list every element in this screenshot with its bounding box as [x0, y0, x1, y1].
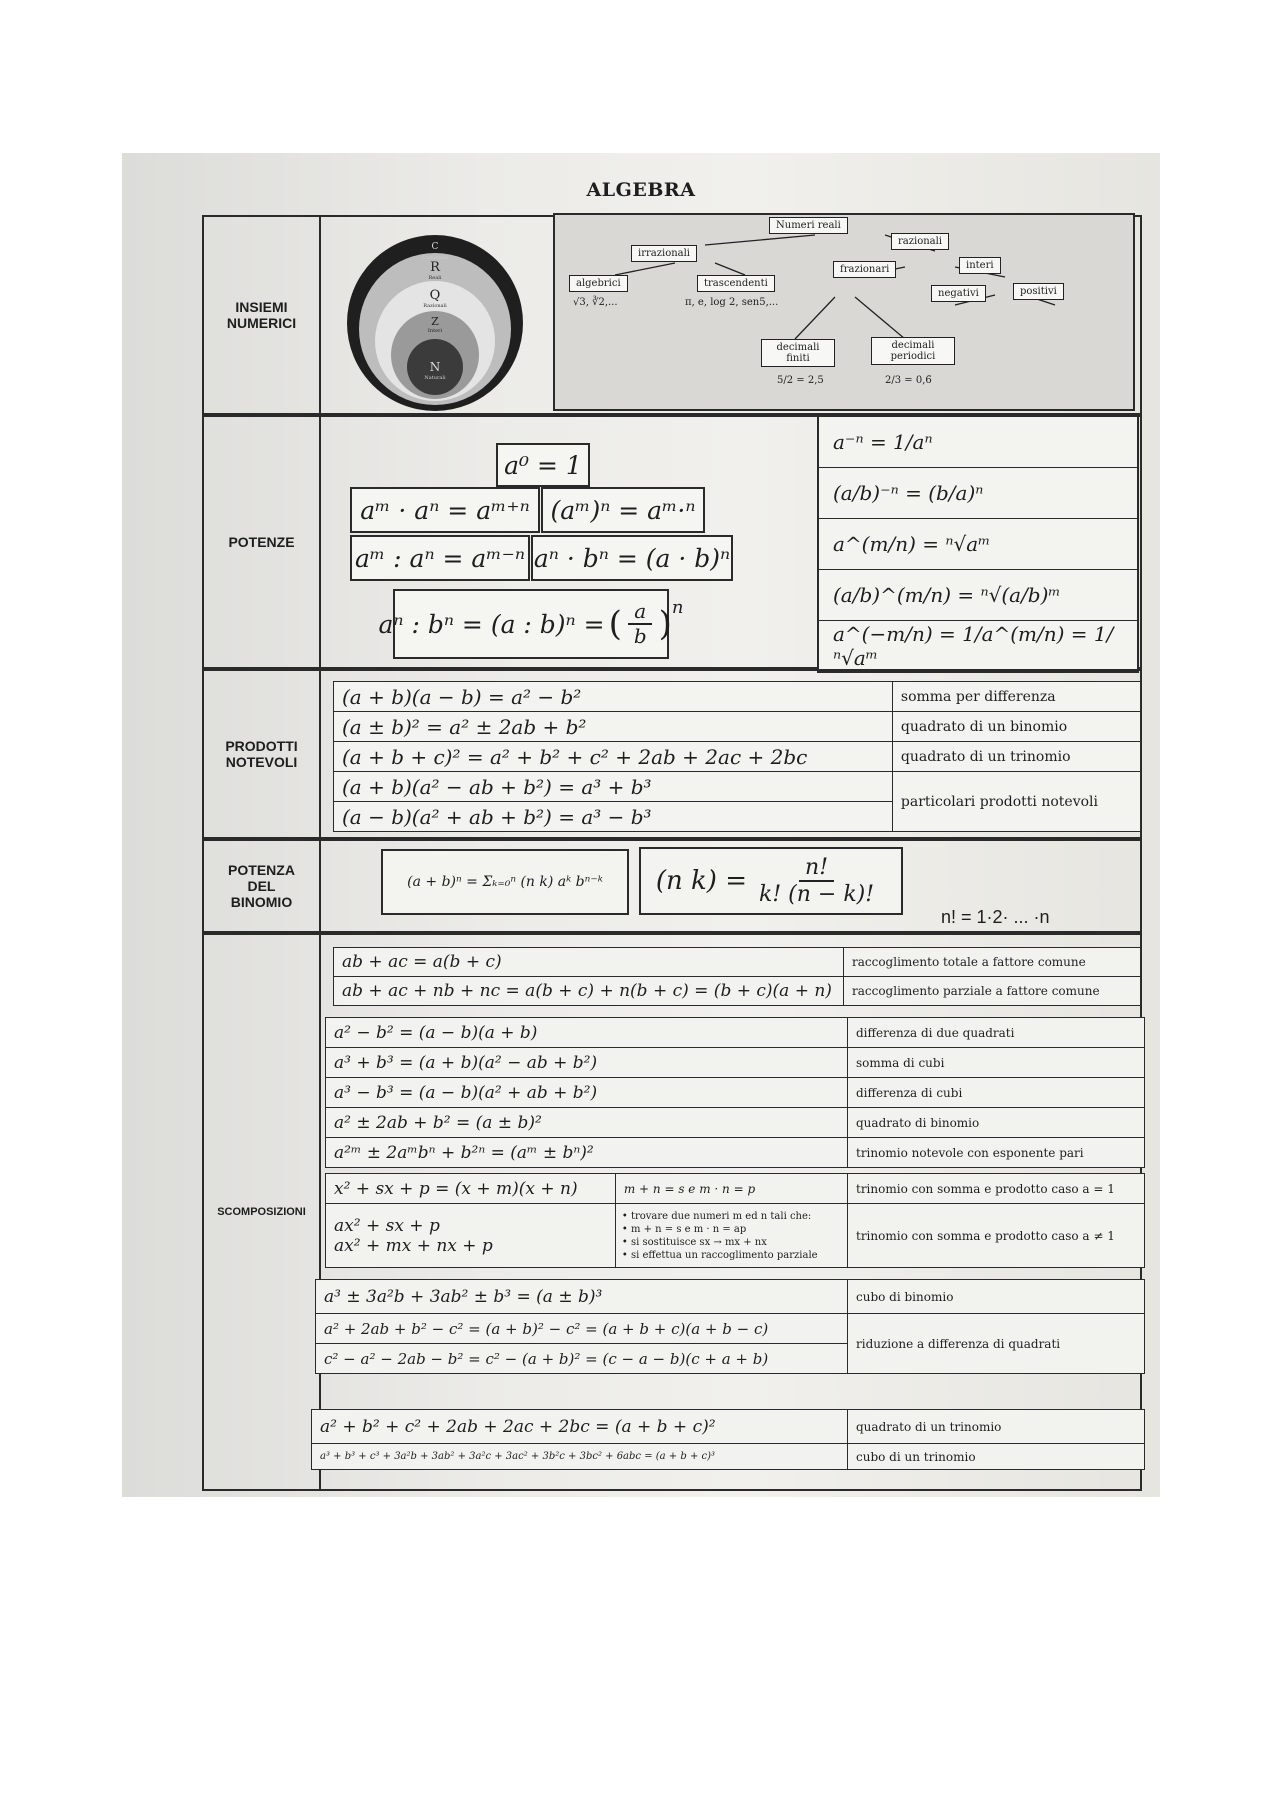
- formula-quotient-num: a: [628, 600, 652, 625]
- node-positivi: positivi: [1013, 283, 1064, 300]
- set-z-sub: Interi: [427, 328, 443, 334]
- scomposizioni-group-raccoglimento: [333, 947, 1141, 1006]
- set-r-label: R: [430, 260, 440, 275]
- scomposizione-formula: a³ ± 3a²b + 3ab² ± b³ = (a ± b)³: [316, 1280, 848, 1314]
- node-razionali: razionali: [891, 233, 949, 250]
- table-row: [326, 1108, 1145, 1138]
- table-row: [326, 1018, 1145, 1048]
- trinomio-formula: x² + sx + p = (x + m)(x + n): [326, 1174, 616, 1204]
- number-tree: [553, 213, 1135, 411]
- decimali-finiti-example: 5/2 = 2,5: [777, 375, 824, 386]
- rule-fraction-fractional-exponent: (a/b)^(m/n) = ⁿ√(a/b)ᵐ: [819, 570, 1137, 621]
- trinomio-step: • m + n = s e m · n = ap: [621, 1223, 747, 1235]
- trinomio-step: • si sostituisce sx → mx + nx: [621, 1236, 767, 1248]
- node-negativi: negativi: [931, 285, 986, 302]
- binomial-coefficient-num: n!: [799, 855, 834, 882]
- node-decimali-finiti: decimali finiti: [761, 339, 835, 367]
- table-row: [316, 1280, 1145, 1314]
- scomposizione-desc: raccoglimento totale a fattore comune: [844, 948, 1141, 977]
- scomposizione-formula: a² − b² = (a − b)(a + b): [326, 1018, 848, 1048]
- binomial-coefficient-den: k! (n − k)!: [759, 882, 875, 907]
- trinomio-general-line2: ax² + mx + nx + p: [334, 1235, 493, 1256]
- scomposizione-formula: a³ + b³ = (a + b)(a² − ab + b²): [326, 1048, 848, 1078]
- scomposizione-desc: differenza di cubi: [848, 1078, 1145, 1108]
- scomposizione-desc: trinomio notevole con esponente pari: [848, 1138, 1145, 1168]
- formula-product-same-base: aᵐ · aⁿ = aᵐ⁺ⁿ: [350, 487, 540, 533]
- prodotto-desc: quadrato di un binomio: [892, 712, 1140, 742]
- formula-zero-exponent: a⁰ = 1: [496, 443, 590, 487]
- scomposizione-formula: c² − a² − 2ab − b² = c² − (a + b)² = (c − a − b)(c + a + b): [316, 1344, 848, 1374]
- node-irrazionali: irrazionali: [631, 245, 697, 262]
- formula-quotient-exp: n: [671, 597, 684, 618]
- node-algebrici: algebrici: [569, 275, 628, 292]
- rule-negative-fraction: (a/b)⁻ⁿ = (b/a)ⁿ: [819, 468, 1137, 519]
- formula-quotient-same-base: aᵐ : aⁿ = aᵐ⁻ⁿ: [350, 535, 530, 581]
- table-row: [334, 742, 1141, 772]
- section-potenza-binomio: [202, 839, 1142, 933]
- node-trascendenti: trascendenti: [697, 275, 775, 292]
- decimali-periodici-example: 2/3 = 0,6̄: [885, 375, 932, 386]
- rule-fractional-exponent: a^(m/n) = ⁿ√aᵐ: [819, 519, 1137, 570]
- prodotti-label: PRODOTTI NOTEVOLI: [204, 671, 321, 837]
- rule-negative-exponent: a⁻ⁿ = 1/aⁿ: [819, 417, 1137, 468]
- scomposizione-formula: a³ − b³ = (a − b)(a² + ab + b²): [326, 1078, 848, 1108]
- factorial-definition: n! = 1·2· ... ·n: [941, 907, 1050, 927]
- prodotto-formula: (a + b + c)² = a² + b² + c² + 2ab + 2ac + 2bc: [334, 742, 893, 772]
- number-sets-diagram: [343, 231, 528, 411]
- section-insiemi-numerici: [202, 215, 1142, 415]
- formula-power-of-power: (aᵐ)ⁿ = aᵐ·ⁿ: [541, 487, 705, 533]
- trinomio-general-line1: ax² + sx + p: [334, 1215, 440, 1236]
- formula-quotient-den: b: [633, 624, 647, 648]
- table-row: [326, 1048, 1145, 1078]
- table-row: [312, 1444, 1145, 1470]
- potenze-label: POTENZE: [204, 417, 321, 667]
- scomposizione-desc: quadrato di un trinomio: [848, 1410, 1145, 1444]
- scomposizioni-group-trinomi: [325, 1173, 1145, 1268]
- set-r-sub: Reali: [428, 275, 442, 281]
- scomposizione-formula: ab + ac + nb + nc = a(b + c) + n(b + c) = (b + c)(a + n): [334, 977, 844, 1006]
- set-c-sub: Complessi: [421, 255, 449, 261]
- scomposizioni-label: SCOMPOSIZIONI: [204, 935, 321, 1489]
- rule-negative-fractional-exponent: a^(−m/n) = 1/a^(m/n) = 1/ⁿ√aᵐ: [833, 622, 1114, 670]
- prodotto-formula: (a − b)(a² + ab + b²) = a³ − b³: [334, 802, 893, 832]
- table-row: [334, 772, 1141, 802]
- prodotti-table: [333, 681, 1141, 832]
- scomposizione-formula: ab + ac = a(b + c): [334, 948, 844, 977]
- scomposizione-desc: raccoglimento parziale a fattore comune: [844, 977, 1141, 1006]
- table-row: [326, 1174, 1145, 1204]
- node-interi: interi: [959, 257, 1001, 274]
- binomio-label: POTENZA DEL BINOMIO: [204, 841, 321, 931]
- trinomio-note: m + n = s e m · n = p: [615, 1174, 847, 1204]
- prodotto-formula: (a + b)(a − b) = a² − b²: [334, 682, 893, 712]
- formula-product-same-exponent: aⁿ · bⁿ = (a · b)ⁿ: [531, 535, 733, 581]
- newton-binomial-formula: (a + b)ⁿ = Σₖ₌₀ⁿ (n k) aᵏ bⁿ⁻ᵏ: [381, 849, 629, 915]
- scomposizione-desc: cubo di un trinomio: [848, 1444, 1145, 1470]
- trinomio-step: • si effettua un raccoglimento parziale: [621, 1249, 818, 1261]
- scomposizioni-group-notevoli: [325, 1017, 1145, 1168]
- node-numeri-reali: Numeri reali: [769, 217, 848, 234]
- scomposizione-formula: a² ± 2ab + b² = (a ± b)²: [326, 1108, 848, 1138]
- binomial-coefficient-formula: [639, 847, 903, 915]
- negative-fractional-exponents: [817, 415, 1139, 673]
- section-prodotti-notevoli: [202, 669, 1142, 839]
- trinomio-general-formula: [326, 1204, 616, 1268]
- trinomio-steps: [615, 1204, 847, 1268]
- prodotto-desc: particolari prodotti notevoli: [892, 772, 1140, 832]
- set-q-sub: Razionali: [423, 303, 447, 309]
- scomposizione-formula: a²ᵐ ± 2aᵐbⁿ + b²ⁿ = (aᵐ ± bⁿ)²: [326, 1138, 848, 1168]
- prodotto-desc: somma per differenza: [892, 682, 1140, 712]
- formula-quotient-left: aⁿ : bⁿ = (a : b)ⁿ =: [378, 609, 605, 639]
- set-n-label: N: [429, 360, 441, 374]
- set-c-label: C: [431, 242, 439, 252]
- tree-connectors: [555, 215, 1129, 405]
- formula-quotient-same-exponent: aⁿ : bⁿ = (a : b)ⁿ = ( $\frac{a}{b}$ ) $^n$: [393, 589, 669, 659]
- scomposizione-desc: quadrato di binomio: [848, 1108, 1145, 1138]
- table-row: [334, 682, 1141, 712]
- cheat-sheet: [122, 153, 1160, 1497]
- scomposizioni-group-trinomio: [311, 1409, 1145, 1470]
- prodotto-formula: (a + b)(a² − ab + b²) = a³ + b³: [334, 772, 893, 802]
- table-row: [334, 977, 1141, 1006]
- table-row: [326, 1078, 1145, 1108]
- algebrici-examples: √3, ∛2,...: [573, 297, 618, 308]
- scomposizione-desc: somma di cubi: [848, 1048, 1145, 1078]
- table-row: [326, 1204, 1145, 1268]
- scomposizione-desc: riduzione a differenza di quadrati: [848, 1314, 1145, 1374]
- trascendenti-examples: π, e, log 2, sen5,...: [685, 297, 779, 308]
- scomposizione-formula: a³ + b³ + c³ + 3a²b + 3ab² + 3a²c + 3ac² + 3b²c + 3bc² + 6abc = (a + b + c)³: [312, 1444, 848, 1470]
- trinomio-step: • trovare due numeri m ed n tali che:: [621, 1210, 812, 1222]
- section-scomposizioni: [202, 933, 1142, 1491]
- trinomio-desc: trinomio con somma e prodotto caso a ≠ 1: [848, 1204, 1145, 1268]
- prodotto-desc: quadrato di un trinomio: [892, 742, 1140, 772]
- scomposizione-desc: differenza di due quadrati: [848, 1018, 1145, 1048]
- section-potenze: [202, 415, 1142, 669]
- scomposizioni-group-cubi: [315, 1279, 1145, 1374]
- node-decimali-periodici: decimali periodici: [871, 337, 955, 365]
- table-row: [312, 1410, 1145, 1444]
- table-row: [316, 1314, 1145, 1344]
- table-row: [334, 948, 1141, 977]
- set-z-label: Z: [431, 315, 439, 328]
- table-row: [326, 1138, 1145, 1168]
- prodotto-formula: (a ± b)² = a² ± 2ab + b²: [334, 712, 893, 742]
- set-n-sub: Naturali: [424, 375, 446, 381]
- page-title: ALGEBRA: [586, 179, 696, 201]
- scomposizione-desc: cubo di binomio: [848, 1280, 1145, 1314]
- node-frazionari: frazionari: [833, 261, 896, 278]
- table-row: [334, 712, 1141, 742]
- scomposizione-formula: a² + b² + c² + 2ab + 2ac + 2bc = (a + b + c)²: [312, 1410, 848, 1444]
- set-q-label: Q: [429, 288, 441, 303]
- binomial-coefficient-left: (n k) =: [655, 866, 747, 896]
- insiemi-label: INSIEMI NUMERICI: [204, 217, 321, 413]
- trinomio-desc: trinomio con somma e prodotto caso a = 1: [848, 1174, 1145, 1204]
- scomposizione-formula: a² + 2ab + b² − c² = (a + b)² − c² = (a + b + c)(a + b − c): [316, 1314, 848, 1344]
